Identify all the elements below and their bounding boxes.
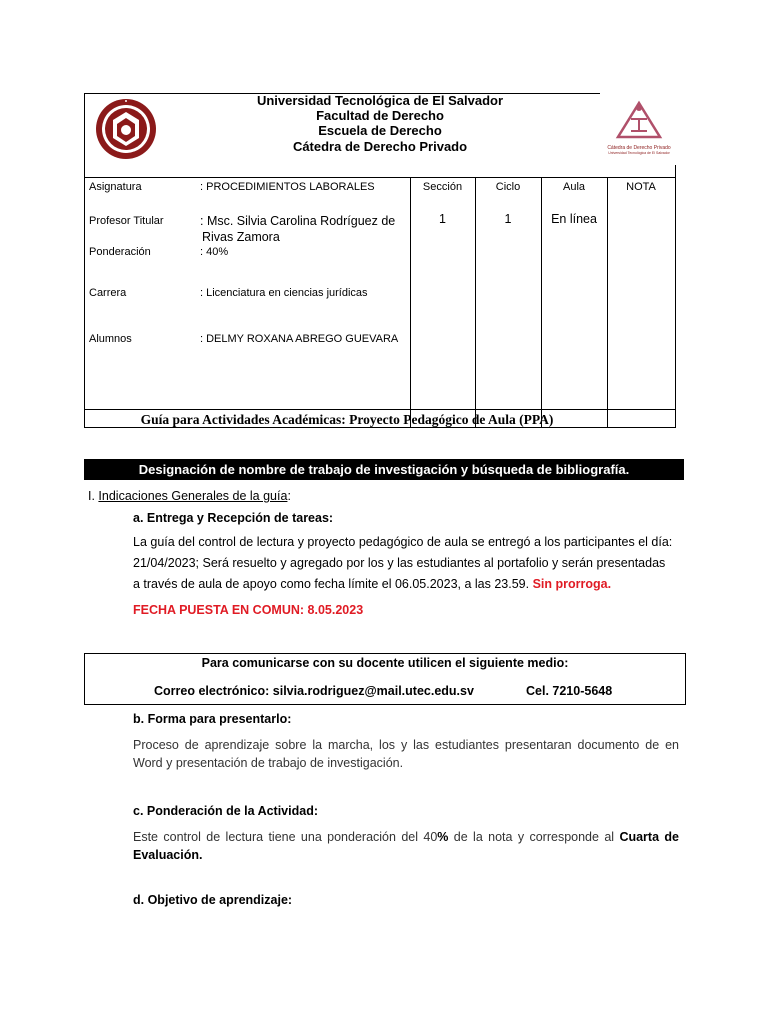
c-text-pre: Este control de lectura tiene una ponderación del 40 <box>133 830 438 844</box>
university-seal-logo <box>95 98 157 160</box>
section-1-suffix: : <box>287 489 291 503</box>
school-name: Escuela de Derecho <box>318 123 442 138</box>
a-line-2: 21/04/2023; Será resuelto y agregado por los y las estudiantes al portafolio y serán presentadas <box>133 556 666 570</box>
contact-phone: Cel. 7210-5648 <box>526 684 613 698</box>
ciclo-header: Ciclo <box>495 181 521 193</box>
asignatura-value: : PROCEDIMIENTOS LABORALES <box>200 181 375 193</box>
carrera-label: Carrera <box>89 287 127 299</box>
alumnos-value: : DELMY ROXANA ABREGO GUEVARA <box>200 333 399 345</box>
aula-value: En línea <box>551 212 597 226</box>
faculty-name: Facultad de Derecho <box>316 108 444 123</box>
chair-logo-subtext: Universidad Tecnológica de El Salvador <box>608 151 670 155</box>
university-name: Universidad Tecnológica de El Salvador <box>256 93 504 108</box>
header-col-4 <box>607 177 608 428</box>
c-percent: % <box>437 830 449 844</box>
c-title: c. Ponderación de la Actividad: <box>133 804 318 818</box>
header-border-left <box>84 93 85 428</box>
profesor-label: Profesor Titular <box>89 215 164 227</box>
ponderacion-value: : 40% <box>200 246 229 258</box>
seccion-header: Sección <box>422 181 463 193</box>
carrera-value: : Licenciatura en ciencias jurídicas <box>200 287 368 299</box>
c-text-mid: de la nota y corresponde al <box>448 830 620 844</box>
profesor-value-1: : Msc. Silvia Carolina Rodríguez de <box>200 214 396 228</box>
c-text <box>133 828 679 864</box>
a-title: a. Entrega y Recepción de tareas: <box>133 511 334 525</box>
a-line-1: La guía del control de lectura y proyecto pedagógico de aula se entregó a los participantes el día: <box>133 535 673 549</box>
chair-logo <box>604 100 674 160</box>
seccion-value: 1 <box>439 212 446 226</box>
a-line-3 <box>133 574 611 595</box>
fecha-puesta-en-comun: FECHA PUESTA EN COMUN: 8.05.2023 <box>133 603 364 617</box>
contact-intro: Para comunicarse con su docente utilicen el siguiente medio: <box>201 656 569 670</box>
section-1-prefix: I. <box>88 489 99 503</box>
ppa-row-top <box>84 409 676 410</box>
ponderacion-label: Ponderación <box>89 246 151 258</box>
chair-logo-text: Cátedra de Derecho Privado <box>607 145 671 151</box>
profesor-value-2: Rivas Zamora <box>202 230 280 244</box>
alumnos-label: Alumnos <box>89 333 132 345</box>
header-border-right <box>675 165 676 428</box>
ppa-title: Guía para Actividades Académicas: Proyecto Pedagógico de Aula (PPA) <box>140 412 554 427</box>
header-divider <box>84 177 676 178</box>
d-title: d. Objetivo de aprendizaje: <box>133 893 293 907</box>
no-extension-text: Sin prorroga. <box>532 577 612 591</box>
a-line-3-text: a través de aula de apoyo como fecha límite el 06.05.2023, a las 23.59. <box>133 577 530 591</box>
asignatura-label: Asignatura <box>89 181 142 193</box>
contact-email: Correo electrónico: silvia.rodriguez@mail.utec.edu.sv <box>154 684 474 698</box>
chair-name: Cátedra de Derecho Privado <box>292 139 468 154</box>
section-banner: Designación de nombre de trabajo de investigación y búsqueda de bibliografía. <box>84 459 684 480</box>
nota-header: NOTA <box>626 181 656 193</box>
c-text-bold: Cuarta de Evaluación. <box>133 830 679 862</box>
b-text: Proceso de aprendizaje sobre la marcha, los y las estudiantes presentaran documento de en Word y presentación de trabajo de investigación. <box>133 738 679 770</box>
section-1-title: Indicaciones Generales de la guía <box>98 489 288 503</box>
b-title: b. Forma para presentarlo: <box>133 712 292 726</box>
aula-header: Aula <box>562 181 586 193</box>
ciclo-value: 1 <box>504 212 512 226</box>
section-1-heading <box>88 486 291 507</box>
